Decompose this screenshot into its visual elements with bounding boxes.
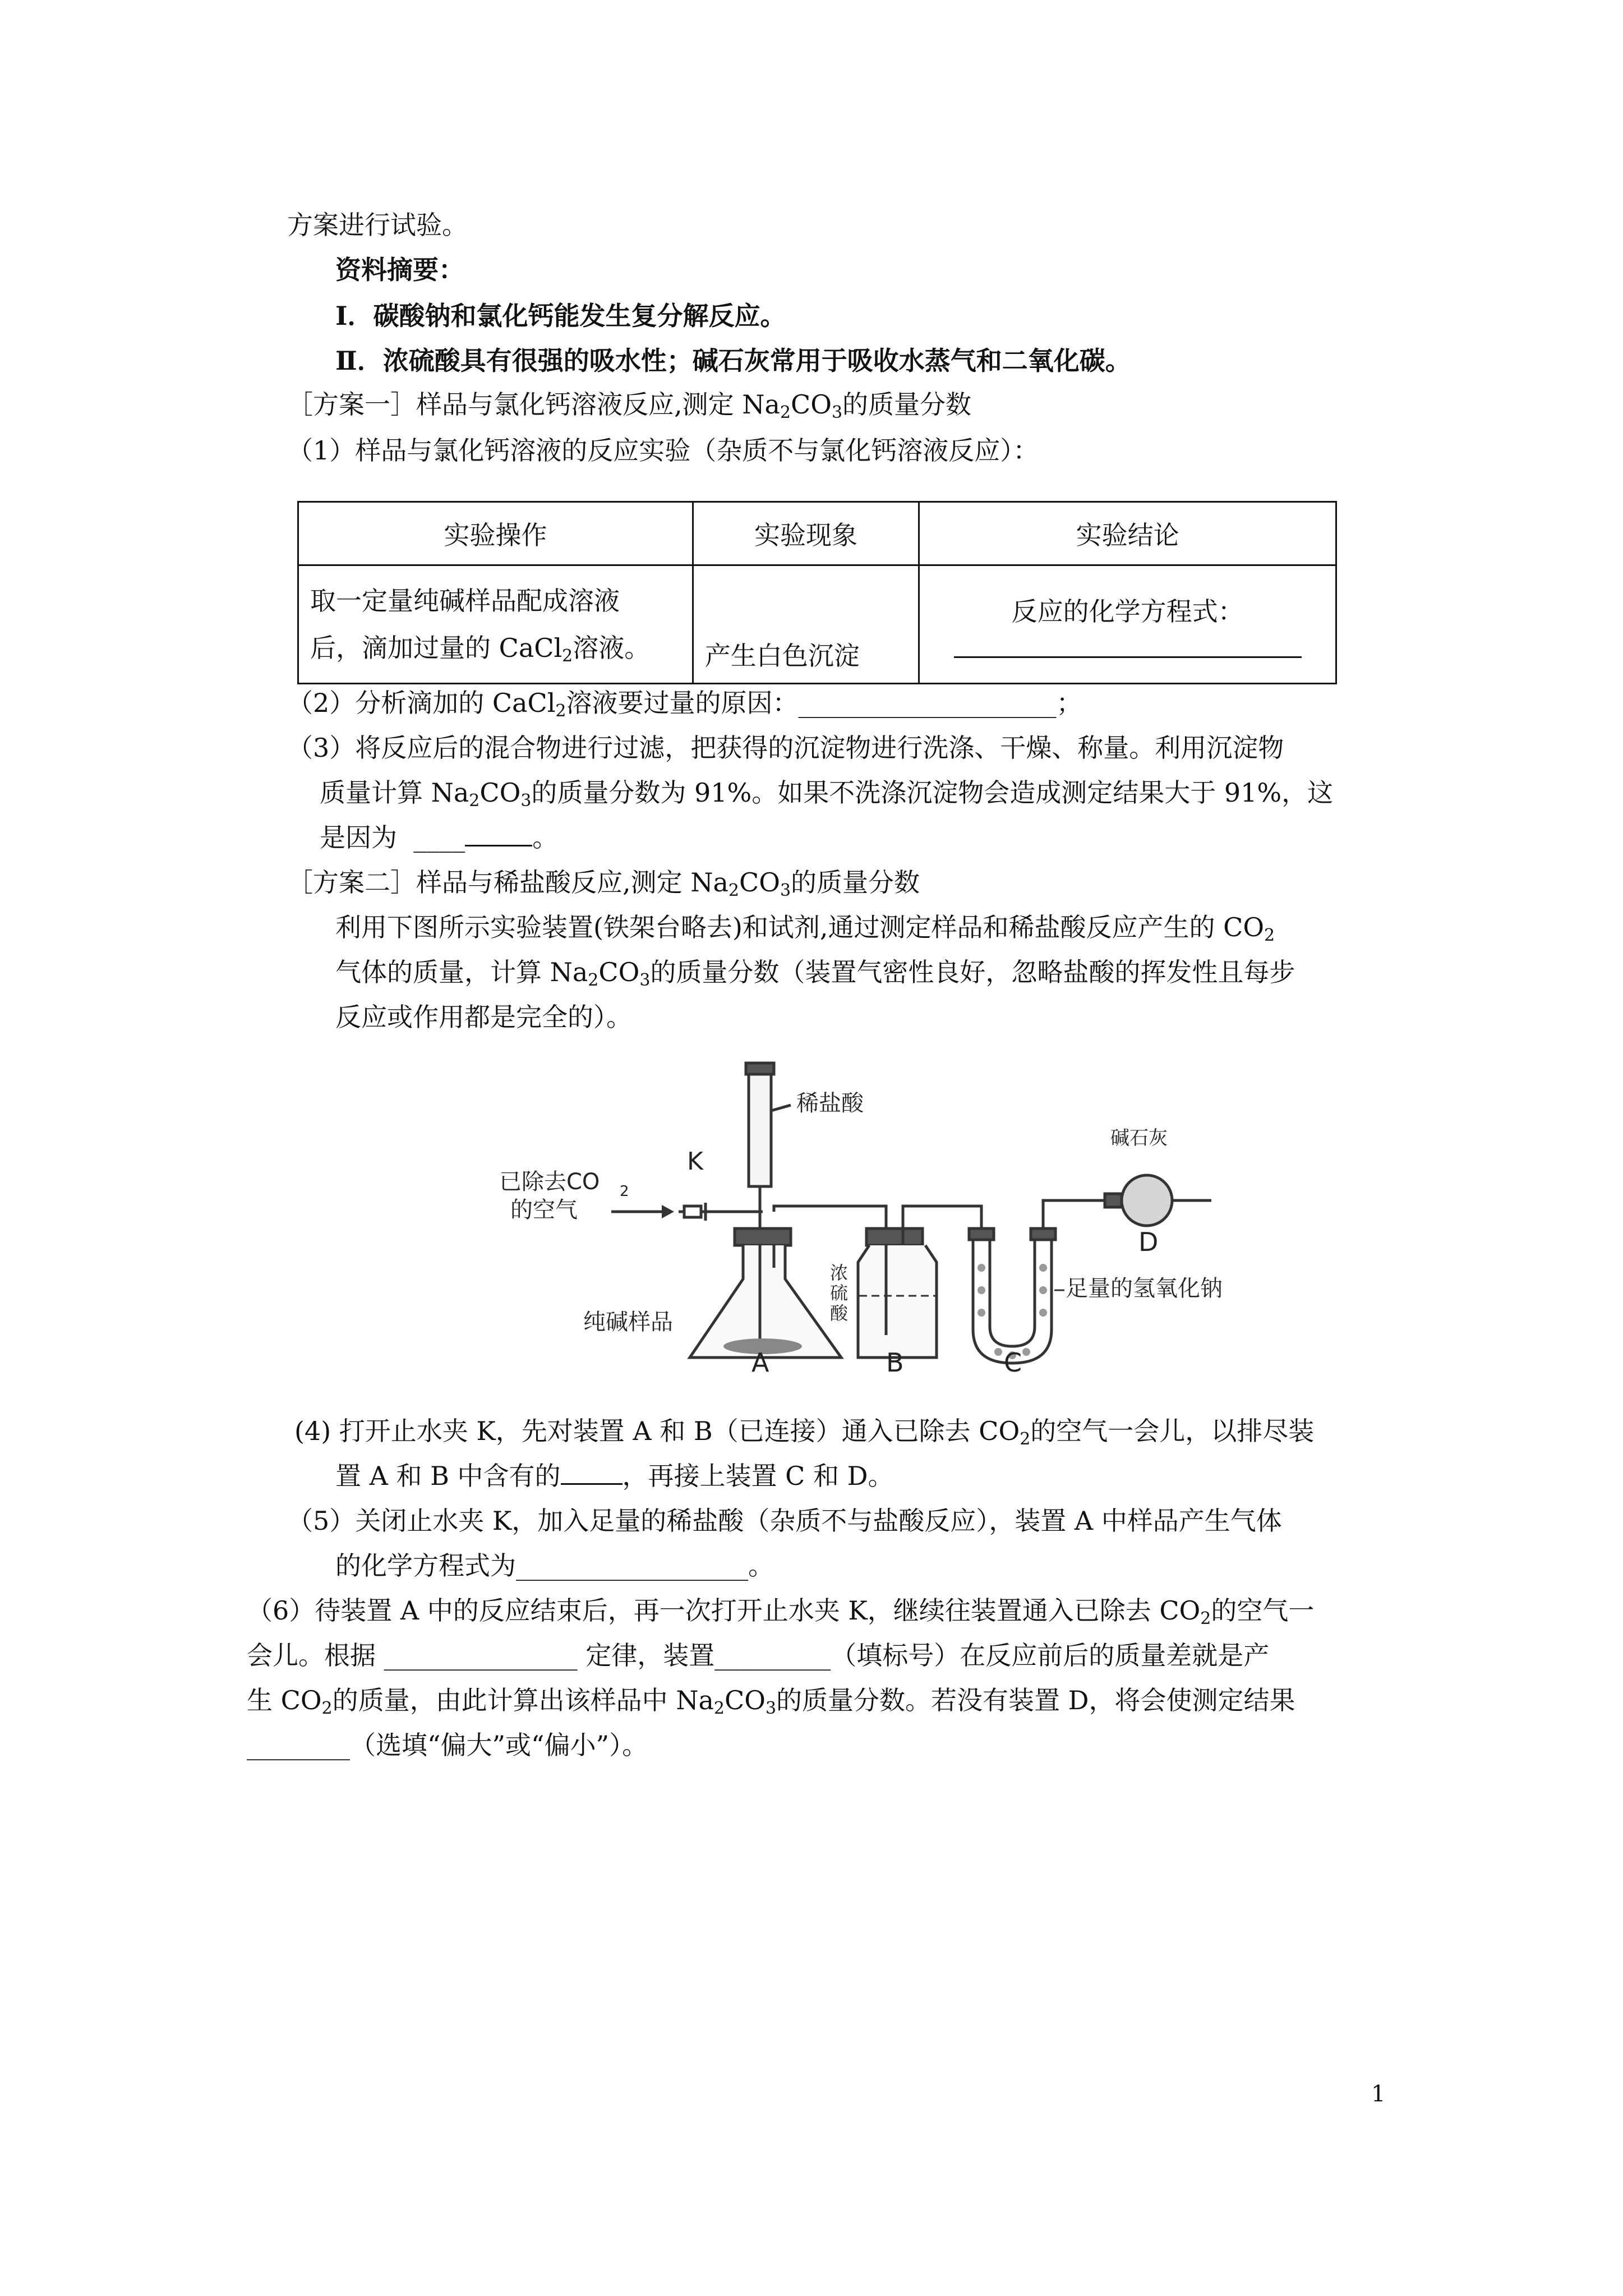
question-5-cont: 的化学方程式为__________________。 [335,1550,774,1581]
text-line: 利用下图所示实验装置(铁架台略去)和试剂,通过测定样品和稀盐酸反应产生的 $CO_2$ [335,912,1275,945]
label-h2so4: 浓 [830,1262,849,1283]
plan-heading: ［方案一］样品与氯化钙溶液反应,测定 $Na_2CO_3$的质量分数 [287,389,972,422]
question-4-cont: 置 A 和 B 中含有的 ，再接上装置 C 和 D。 [335,1461,894,1491]
label-naoh: 足量的氢氧化钠 [1066,1276,1223,1301]
label-b: B [886,1347,904,1374]
text-line: 方案进行试验。 [287,210,468,240]
text-line: 反应或作用都是完全的）。 [335,1002,632,1032]
table-header: 实验结论 [919,502,1336,565]
label-sample: 纯碱样品 [583,1309,673,1335]
label-acid: 稀盐酸 [796,1091,864,1116]
clamp-k-icon [684,1206,701,1217]
label-h2so4: 酸 [830,1303,849,1324]
bottle-b-stopper [866,1228,923,1245]
answer-blank[interactable] [561,1461,623,1485]
table-cell-operation: 取一定量纯碱样品配成溶液 后，滴加过量的 CaCl$_2$溶液。 [298,565,693,684]
apparatus-figure [494,1043,1245,1374]
soda-lime-bulb [1122,1175,1172,1226]
table-header: 实验现象 [693,502,919,565]
answer-blank[interactable] [465,822,532,846]
page-number: 1 [1371,2081,1386,2107]
question-6: （6）待装置 A 中的反应结束后，再一次打开止水夹 K，继续往装置通入已除去 $CO_2$的空气一 [247,1595,1315,1628]
question-4: (4) 打开止水夹 K，先对装置 A 和 B（已连接）通入已除去 $CO_2$的空气一会儿，以排尽装 [294,1416,1315,1449]
question-3-cont: 质量计算 $Na_2CO_3$的质量分数为 91%。如果不洗涤沉淀物会造成测定结果大于 91%，这 [320,777,1334,811]
dropping-funnel [749,1074,771,1186]
label-c: C [1004,1347,1022,1374]
question-1: （1）样品与氯化钙溶液的反应实验（杂质不与氯化钙溶液反应）： [287,435,1039,466]
experiment-table [297,501,1337,684]
label-k: K [687,1147,703,1176]
table-header: 实验操作 [298,502,693,565]
plan-heading: ［方案二］样品与稀盐酸反应,测定 $Na_2CO_3$的质量分数 [287,867,920,900]
flask-a-stopper [735,1228,791,1245]
table-cell-conclusion: 反应的化学方程式： [919,565,1336,684]
label-d: D [1138,1227,1159,1257]
question-6-cont: 生 $CO_2$的质量，由此计算出该样品中 $Na_2CO_3$的质量分数。若没有装置 D，将会使测定结果 [247,1685,1295,1718]
text-line: 气体的质量，计算 $Na_2CO_3$的质量分数（装置气密性良好，忽略盐酸的挥发性且每步 [335,957,1295,990]
apparatus-diagram [494,1043,1245,1374]
question-3-cont: 是因为 ____ 。 [320,822,559,853]
label-a: A [751,1347,769,1374]
question-6-cont: ________（选填“偏大”或“偏小”）。 [247,1730,648,1760]
answer-blank[interactable] [954,639,1302,658]
question-5: （5）关闭止水夹 K，加入足量的稀盐酸（杂质不与盐酸反应），装置 A 中样品产生气体 [287,1506,1282,1536]
reference-item: Ⅰ．碳酸钠和氯化钙能发生复分解反应。 [335,301,786,331]
label-air-sub: 2 [620,1183,629,1200]
question-3: （3）将反应后的混合物进行过滤，把获得的沉淀物进行洗涤、干燥、称量。利用沉淀物 [287,733,1284,763]
question-6-cont: 会儿。根据 _______________ 定律，装置_________（填标号）在反应前后的质量差就是产 [247,1640,1270,1671]
section-heading: 资料摘要： [335,255,464,285]
table-cell-phenomenon: 产生白色沉淀 [693,565,919,684]
label-air: 已除去CO [499,1169,600,1195]
reference-item: Ⅱ．浓硫酸具有很强的吸水性；碱石灰常用于吸收水蒸气和二氧化碳。 [335,346,1131,376]
question-2: （2）分析滴加的 CaCl$_2$溶液要过量的原因：____________________； [287,688,1082,721]
label-air-2: 的空气 [510,1197,578,1223]
label-h2so4: 硫 [830,1282,849,1304]
label-soda-lime: 碱石灰 [1110,1127,1168,1149]
